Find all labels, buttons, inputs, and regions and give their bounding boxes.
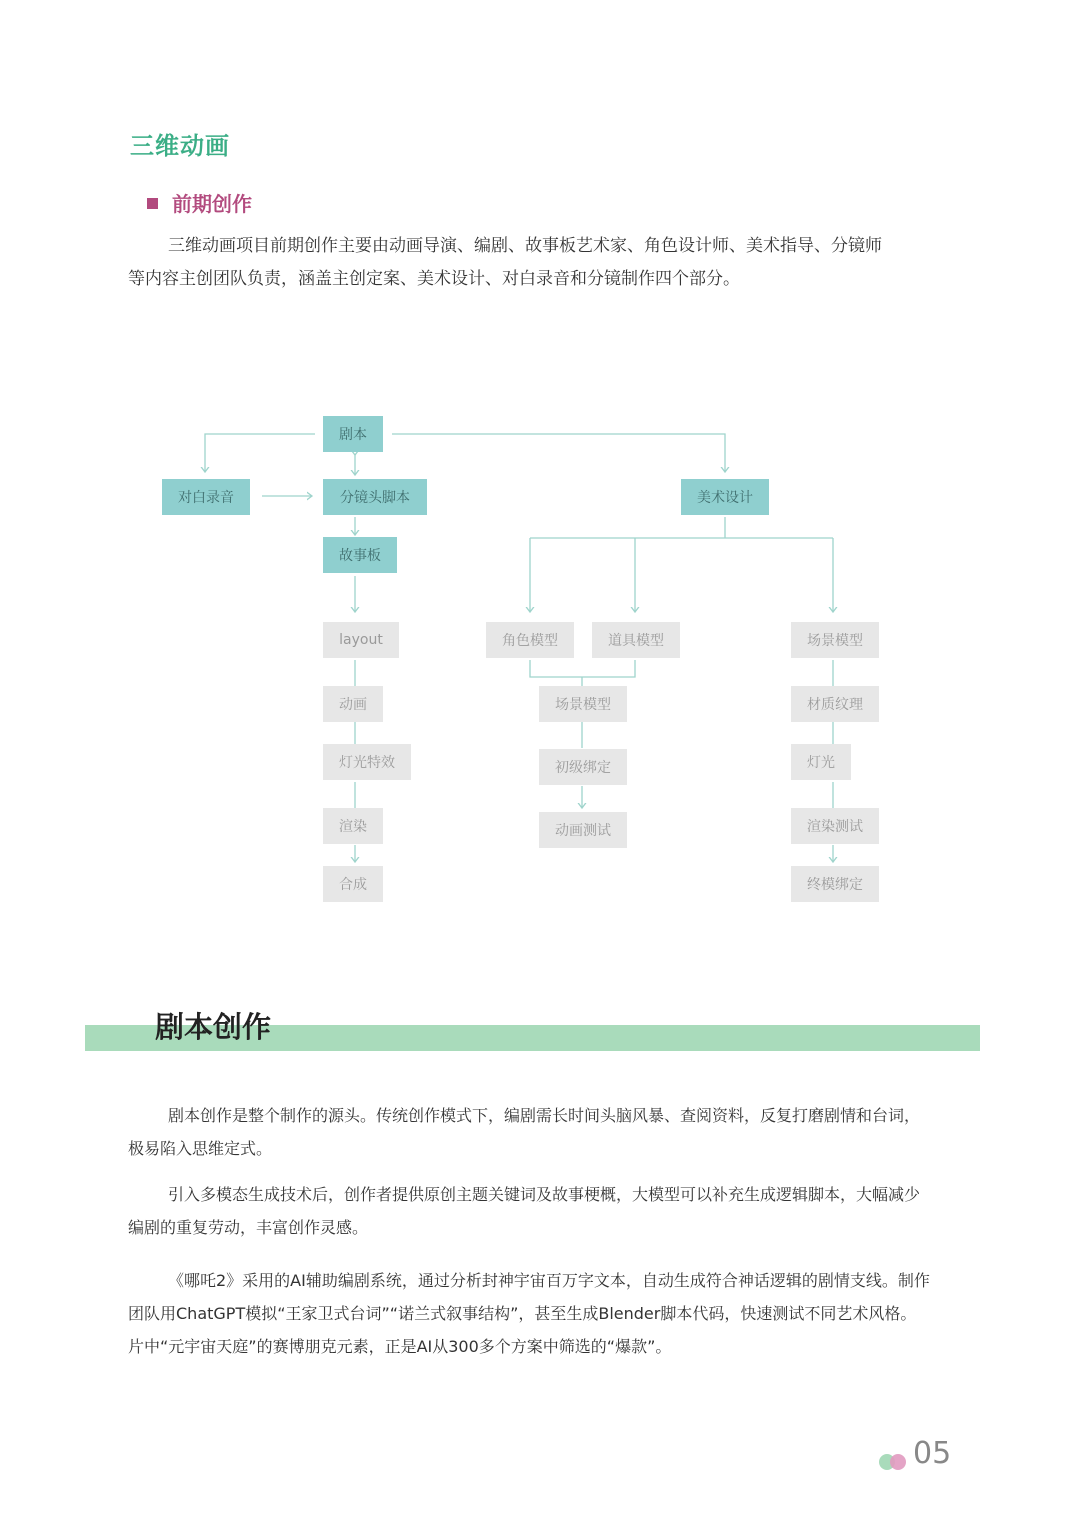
body-line: 团队用ChatGPT模拟“王家卫式台词”“诺兰式叙事结构”，甚至生成Blender脚本代码，快速测试不同艺术风格。 xyxy=(128,1304,917,1323)
node-render-test: 渲染测试 xyxy=(791,808,879,844)
node-script: 剧本 xyxy=(323,416,383,452)
body-paragraph-1 xyxy=(128,1099,958,1165)
intro-line-1: 三维动画项目前期创作主要由动画导演、编剧、故事板艺术家、角色设计师、美术指导、分镜师 xyxy=(168,236,882,256)
section-title: 剧本创作 xyxy=(155,1010,272,1044)
node-animation-test: 动画测试 xyxy=(539,812,627,848)
node-character-model: 角色模型 xyxy=(486,622,574,658)
node-lighting-fx: 灯光特效 xyxy=(323,744,411,780)
page-number: 05 xyxy=(913,1436,952,1471)
node-dialogue-recording: 对白录音 xyxy=(162,479,250,515)
section-heading: 三维动画 xyxy=(130,132,230,160)
node-material-texture: 材质纹理 xyxy=(791,686,879,722)
body-line: 极易陷入思维定式。 xyxy=(128,1139,273,1158)
node-final-rig: 终模绑定 xyxy=(791,866,879,902)
body-paragraph-3 xyxy=(128,1264,958,1363)
node-render: 渲染 xyxy=(323,808,383,844)
node-light: 灯光 xyxy=(791,744,851,780)
node-animation: 动画 xyxy=(323,686,383,722)
node-scene-model: 场景模型 xyxy=(791,622,879,658)
body-line: 剧本创作是整个制作的源头。传统创作模式下，编剧需长时间头脑风暴、查阅资料，反复打磨剧情和台词， xyxy=(168,1106,921,1125)
body-paragraph-2 xyxy=(128,1178,958,1244)
node-basic-rig: 初级绑定 xyxy=(539,749,627,785)
node-prop-model: 道具模型 xyxy=(592,622,680,658)
node-art-design: 美术设计 xyxy=(681,479,769,515)
body-line: 引入多模态生成技术后，创作者提供原创主题关键词及故事梗概，大模型可以补充生成逻辑脚本，大幅减少 xyxy=(168,1185,921,1204)
node-scene-model-mid: 场景模型 xyxy=(539,686,627,722)
node-storyboard: 故事板 xyxy=(323,537,397,573)
intro-line-2: 等内容主创团队负责，涵盖主创定案、美术设计、对白录音和分镜制作四个部分。 xyxy=(128,269,740,289)
subsection-heading: 前期创作 xyxy=(172,192,252,216)
body-line: 片中“元宇宙天庭”的赛博朋克元素，正是AI从300多个方案中筛选的“爆款”。 xyxy=(128,1337,672,1356)
node-composite: 合成 xyxy=(323,866,383,902)
body-line: 编剧的重复劳动，丰富创作灵感。 xyxy=(128,1218,369,1237)
node-layout: layout xyxy=(323,622,399,658)
node-storyboard-script: 分镜头脚本 xyxy=(323,479,427,515)
page-dot-pink-icon xyxy=(890,1454,906,1470)
body-line: 《哪吒2》采用的AI辅助编剧系统，通过分析封神宇宙百万字文本，自动生成符合神话逻辑的剧情支线。制作 xyxy=(168,1271,930,1290)
